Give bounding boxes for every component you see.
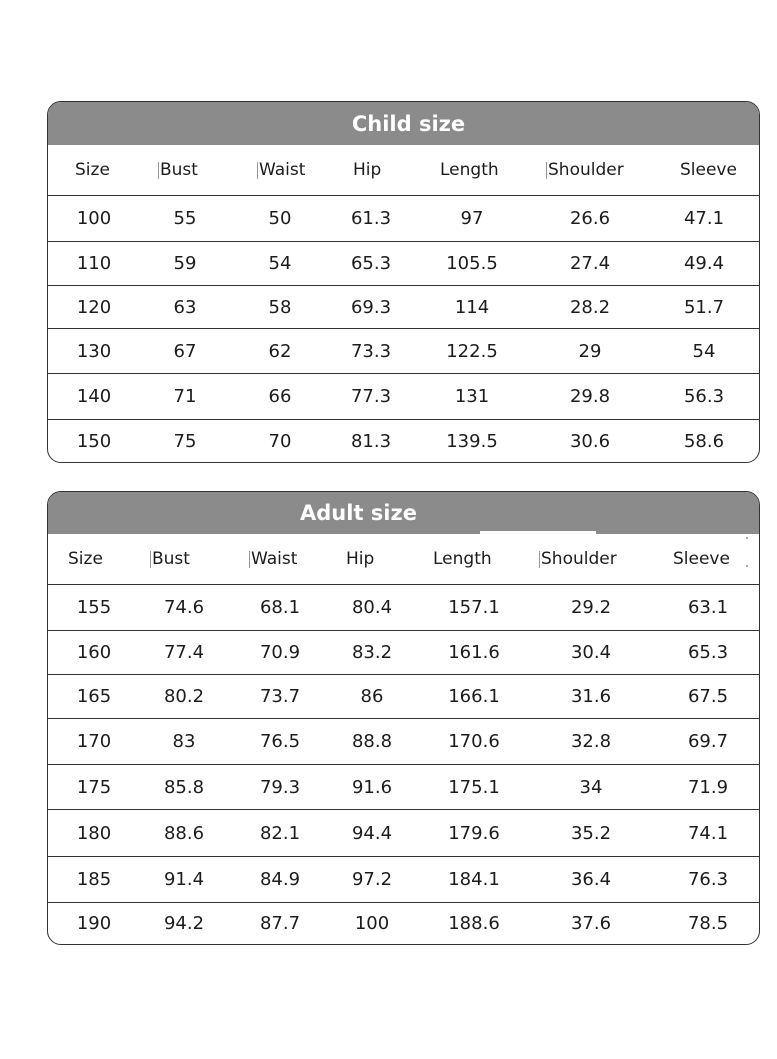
cell-size: 100 — [76, 208, 112, 229]
cell-length: 175.1 — [448, 776, 500, 798]
table-row — [48, 630, 759, 674]
cell-bust: 80.2 — [163, 686, 205, 707]
cell-shoulder: 32.8 — [570, 731, 612, 752]
cell-length: 105.5 — [446, 253, 498, 274]
cell-size: 160 — [76, 642, 112, 663]
cell-hip: 69.3 — [350, 296, 392, 318]
cell-bust: 59 — [173, 253, 197, 274]
cell-shoulder: 35.2 — [570, 822, 612, 844]
cell-hip: 65.3 — [350, 253, 392, 274]
cell-shoulder: 34 — [579, 776, 603, 798]
cell-sleeve: 78.5 — [687, 913, 729, 934]
cell-hip: 80.4 — [351, 597, 393, 618]
cell-size: 165 — [76, 686, 112, 707]
cell-length: 97 — [460, 208, 484, 229]
cell-waist: 76.5 — [259, 731, 301, 752]
cell-bust: 74.6 — [163, 597, 205, 618]
cell-size: 130 — [76, 340, 112, 362]
cell-waist: 68.1 — [259, 597, 301, 618]
cell-hip: 77.3 — [350, 386, 392, 407]
table-row — [48, 764, 759, 809]
cell-hip: 88.8 — [351, 731, 393, 752]
cell-length: 139.5 — [446, 430, 498, 452]
column-header-label: Shoulder — [548, 160, 624, 180]
column-header-label: Bust — [152, 549, 190, 569]
cell-waist: 54 — [268, 253, 292, 274]
decorative-dot — [746, 537, 748, 539]
cell-size: 110 — [76, 253, 112, 274]
column-header-hip — [346, 534, 374, 584]
cell-bust: 77.4 — [163, 642, 205, 663]
table-row — [48, 674, 759, 718]
column-header-label: Length — [440, 160, 499, 180]
column-header-bust — [150, 534, 190, 584]
cell-bust: 91.4 — [163, 869, 205, 890]
table-row — [48, 902, 759, 944]
column-header-waist — [249, 534, 297, 584]
cell-bust: 63 — [173, 296, 197, 318]
column-header-sleeve — [680, 145, 737, 195]
cell-hip: 100 — [354, 913, 390, 934]
cell-hip: 83.2 — [351, 642, 393, 663]
cell-shoulder: 30.6 — [569, 430, 611, 452]
table-row — [48, 285, 759, 328]
column-header-label: Size — [68, 549, 103, 569]
cell-waist: 70.9 — [259, 642, 301, 663]
cell-bust: 55 — [173, 208, 197, 229]
cell-size: 185 — [76, 869, 112, 890]
cell-sleeve: 69.7 — [687, 731, 729, 752]
column-header-length — [433, 534, 492, 584]
column-header-label: Sleeve — [680, 160, 737, 180]
cell-hip: 81.3 — [350, 430, 392, 452]
cell-sleeve: 58.6 — [683, 430, 725, 452]
cell-size: 175 — [76, 776, 112, 798]
cell-sleeve: 54 — [692, 340, 716, 362]
cell-sleeve: 67.5 — [687, 686, 729, 707]
cell-length: 170.6 — [448, 731, 500, 752]
table-row — [48, 718, 759, 764]
column-header-waist — [257, 145, 305, 195]
table-row — [48, 584, 759, 630]
cell-hip: 91.6 — [351, 776, 393, 798]
cell-shoulder: 36.4 — [570, 869, 612, 890]
table-row — [48, 373, 759, 419]
adult-size-rows — [48, 534, 759, 944]
cell-sleeve: 71.9 — [687, 776, 729, 798]
cell-length: 166.1 — [448, 686, 500, 707]
cell-shoulder: 26.6 — [569, 208, 611, 229]
cell-shoulder: 37.6 — [570, 913, 612, 934]
child-size-title: Child size — [48, 102, 759, 145]
cell-length: 114 — [454, 296, 490, 318]
cell-length: 131 — [454, 386, 490, 407]
column-header-sleeve — [673, 534, 730, 584]
cell-bust: 88.6 — [163, 822, 205, 844]
cell-waist: 73.7 — [259, 686, 301, 707]
column-header-shoulder — [539, 534, 617, 584]
cell-shoulder: 29 — [578, 340, 602, 362]
cell-sleeve: 56.3 — [683, 386, 725, 407]
table-row — [48, 241, 759, 285]
cell-size: 120 — [76, 296, 112, 318]
cell-hip: 86 — [360, 686, 384, 707]
cell-shoulder: 28.2 — [569, 296, 611, 318]
table-row — [48, 195, 759, 241]
cell-bust: 67 — [173, 340, 197, 362]
cell-waist: 84.9 — [259, 869, 301, 890]
cell-waist: 66 — [268, 386, 292, 407]
child-header-row — [48, 145, 759, 195]
adult-size-table — [47, 491, 760, 945]
column-header-bust — [158, 145, 198, 195]
decorative-line — [480, 531, 596, 534]
cell-hip: 73.3 — [350, 340, 392, 362]
cell-sleeve: 76.3 — [687, 869, 729, 890]
column-header-label: Waist — [251, 549, 298, 569]
table-row — [48, 328, 759, 373]
cell-hip: 61.3 — [350, 208, 392, 229]
table-row — [48, 809, 759, 856]
cell-size: 140 — [76, 386, 112, 407]
column-header-label: Length — [433, 549, 492, 569]
table-row — [48, 856, 759, 902]
child-size-rows — [48, 145, 759, 462]
cell-waist: 82.1 — [259, 822, 301, 844]
cell-length: 122.5 — [446, 340, 498, 362]
column-header-size — [68, 534, 103, 584]
cell-size: 180 — [76, 822, 112, 844]
cell-waist: 50 — [268, 208, 292, 229]
cell-sleeve: 47.1 — [683, 208, 725, 229]
column-header-length — [440, 145, 499, 195]
cell-shoulder: 31.6 — [570, 686, 612, 707]
cell-size: 190 — [76, 913, 112, 934]
column-header-label: Hip — [353, 160, 382, 180]
cell-waist: 62 — [268, 340, 292, 362]
cell-length: 157.1 — [448, 597, 500, 618]
cell-size: 150 — [76, 430, 112, 452]
cell-waist: 87.7 — [259, 913, 301, 934]
cell-bust: 94.2 — [163, 913, 205, 934]
cell-waist: 79.3 — [259, 776, 301, 798]
cell-bust: 85.8 — [163, 776, 205, 798]
adult-size-title: Adult size — [48, 492, 759, 534]
column-header-label: Size — [75, 160, 110, 180]
cell-shoulder: 29.8 — [569, 386, 611, 407]
cell-sleeve: 51.7 — [683, 296, 725, 318]
cell-sleeve: 65.3 — [687, 642, 729, 663]
child-size-table — [47, 101, 760, 463]
cell-waist: 70 — [268, 430, 292, 452]
cell-shoulder: 27.4 — [569, 253, 611, 274]
cell-sleeve: 49.4 — [683, 253, 725, 274]
cell-shoulder: 29.2 — [570, 597, 612, 618]
cell-hip: 97.2 — [351, 869, 393, 890]
cell-shoulder: 30.4 — [570, 642, 612, 663]
cell-length: 161.6 — [448, 642, 500, 663]
cell-waist: 58 — [268, 296, 292, 318]
cell-length: 179.6 — [448, 822, 500, 844]
column-header-label: Shoulder — [541, 549, 617, 569]
cell-hip: 94.4 — [351, 822, 393, 844]
cell-size: 155 — [76, 597, 112, 618]
cell-bust: 75 — [173, 430, 197, 452]
cell-length: 184.1 — [448, 869, 500, 890]
column-header-hip — [353, 145, 381, 195]
table-row — [48, 419, 759, 462]
cell-size: 170 — [76, 731, 112, 752]
cell-sleeve: 74.1 — [687, 822, 729, 844]
cell-bust: 71 — [173, 386, 197, 407]
adult-header-row — [48, 534, 759, 584]
column-header-size — [75, 145, 110, 195]
cell-sleeve: 63.1 — [687, 597, 729, 618]
column-header-label: Bust — [160, 160, 198, 180]
column-header-shoulder — [546, 145, 624, 195]
cell-length: 188.6 — [448, 913, 500, 934]
decorative-dot — [746, 565, 748, 567]
cell-bust: 83 — [172, 731, 196, 752]
column-header-label: Waist — [259, 160, 306, 180]
column-header-label: Sleeve — [673, 549, 730, 569]
column-header-label: Hip — [346, 549, 375, 569]
